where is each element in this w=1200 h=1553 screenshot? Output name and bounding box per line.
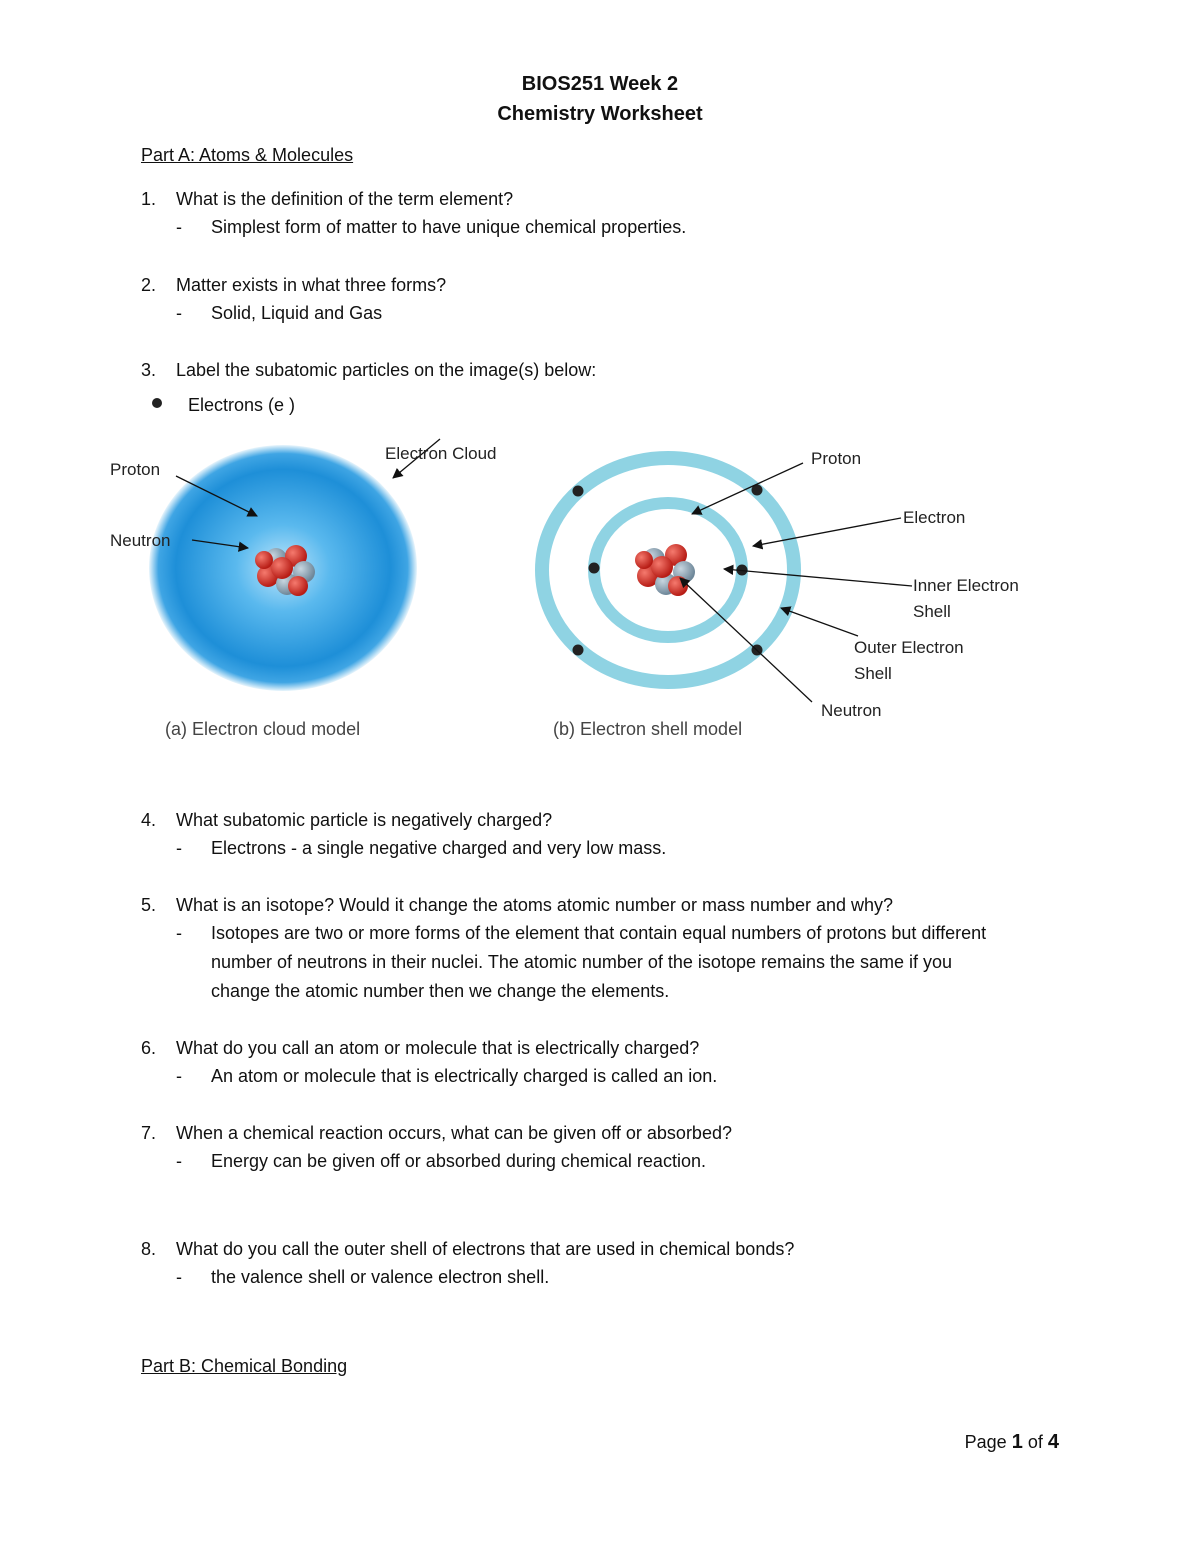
question-4 [141,810,552,831]
electron-dot [573,645,584,656]
answer-text: Energy can be given off or absorbed during chemical reaction. [211,1151,706,1171]
question-text: When a chemical reaction occurs, what can be given off or absorbed? [176,1123,732,1143]
nucleus-shell-model [635,544,695,596]
answer-8 [176,1263,1036,1292]
page-footer [965,1431,1059,1454]
question-6 [141,1038,699,1059]
answer-dash: - [176,1151,182,1171]
inner-shell-label: Inner Electron Shell [913,576,1019,621]
answer-6 [176,1062,1036,1091]
answer-text: the valence shell or valence electron shell. [211,1267,550,1287]
question-number: 5. [141,895,157,915]
caption-shell-model: (b) Electron shell model [553,719,743,739]
shell-neutron-label: Neutron [821,701,882,720]
document-title: BIOS251 Week 2 [521,73,679,95]
outer-shell-arrow [781,608,858,636]
inner-shell-arrow [724,569,912,586]
answer-text: An atom or molecule that is electrically charged is called an ion. [211,1066,718,1086]
question-number: 2. [141,275,157,295]
caption-cloud-model: (a) Electron cloud model [165,719,361,739]
of-word: of [1027,1432,1043,1452]
question-number: 7. [141,1123,157,1143]
question-number: 4. [141,810,157,830]
part-b-heading: Part B: Chemical Bonding [141,1356,348,1376]
shell-proton-label: Proton [811,449,862,468]
part-a-heading: Part A: Atoms & Molecules [141,145,354,165]
shell-electron-label: Electron [903,508,966,527]
answer-dash: - [176,217,182,237]
answer-4 [176,834,1036,863]
question-7 [141,1123,732,1144]
question-text: What subatomic particle is negatively charged? [176,810,553,830]
answer-dash: - [176,303,182,323]
question-5 [141,895,893,916]
question-text: What do you call an atom or molecule that is electrically charged? [176,1038,700,1058]
answer-dash: - [176,838,182,858]
cloud-neutron-label: Neutron [110,531,171,550]
answer-dash: - [176,923,182,943]
question-8 [141,1239,794,1260]
question-number: 3. [141,360,157,380]
answer-5 [176,919,1016,1006]
document-subtitle: Chemistry Worksheet [497,103,703,125]
question-text: Label the subatomic particles on the image(s) below: [176,360,597,380]
answer-text: Electrons - a single negative charged and very low mass. [211,838,667,858]
question-text: Matter exists in what three forms? [176,275,447,295]
question-number: 8. [141,1239,157,1259]
page-number: 1 [1011,1431,1023,1453]
question-text: What is an isotope? Would it change the atoms atomic number or mass number and why? [176,895,894,915]
page-word: Page [964,1432,1007,1452]
question-number: 6. [141,1038,157,1058]
answer-dash: - [176,1267,182,1287]
electron-legend-label: Electrons (e ) [188,395,296,415]
answer-text: Simplest form of matter to have unique chemical properties. [211,217,687,237]
electron-cloud-label: Electron Cloud [385,444,497,463]
answer-text: Solid, Liquid and Gas [211,303,383,323]
cloud-proton-label: Proton [110,460,161,479]
electron-dot [573,486,584,497]
answer-text: Isotopes are two or more forms of the element that contain equal numbers of protons but different number of neutrons in their nuclei. The atomic number of the isotope remains the same if you change the atomic number then we change the elements. [211,923,987,1001]
question-text: What do you call the outer shell of electrons that are used in chemical bonds? [176,1239,795,1259]
answer-dash: - [176,1066,182,1086]
outer-shell-label: Outer Electron Shell [854,638,964,683]
electron-dot [589,563,600,574]
question-text: What is the definition of the term element? [176,189,514,209]
page-total: 4 [1047,1431,1059,1453]
question-number: 1. [141,189,157,209]
answer-7 [176,1147,1036,1176]
